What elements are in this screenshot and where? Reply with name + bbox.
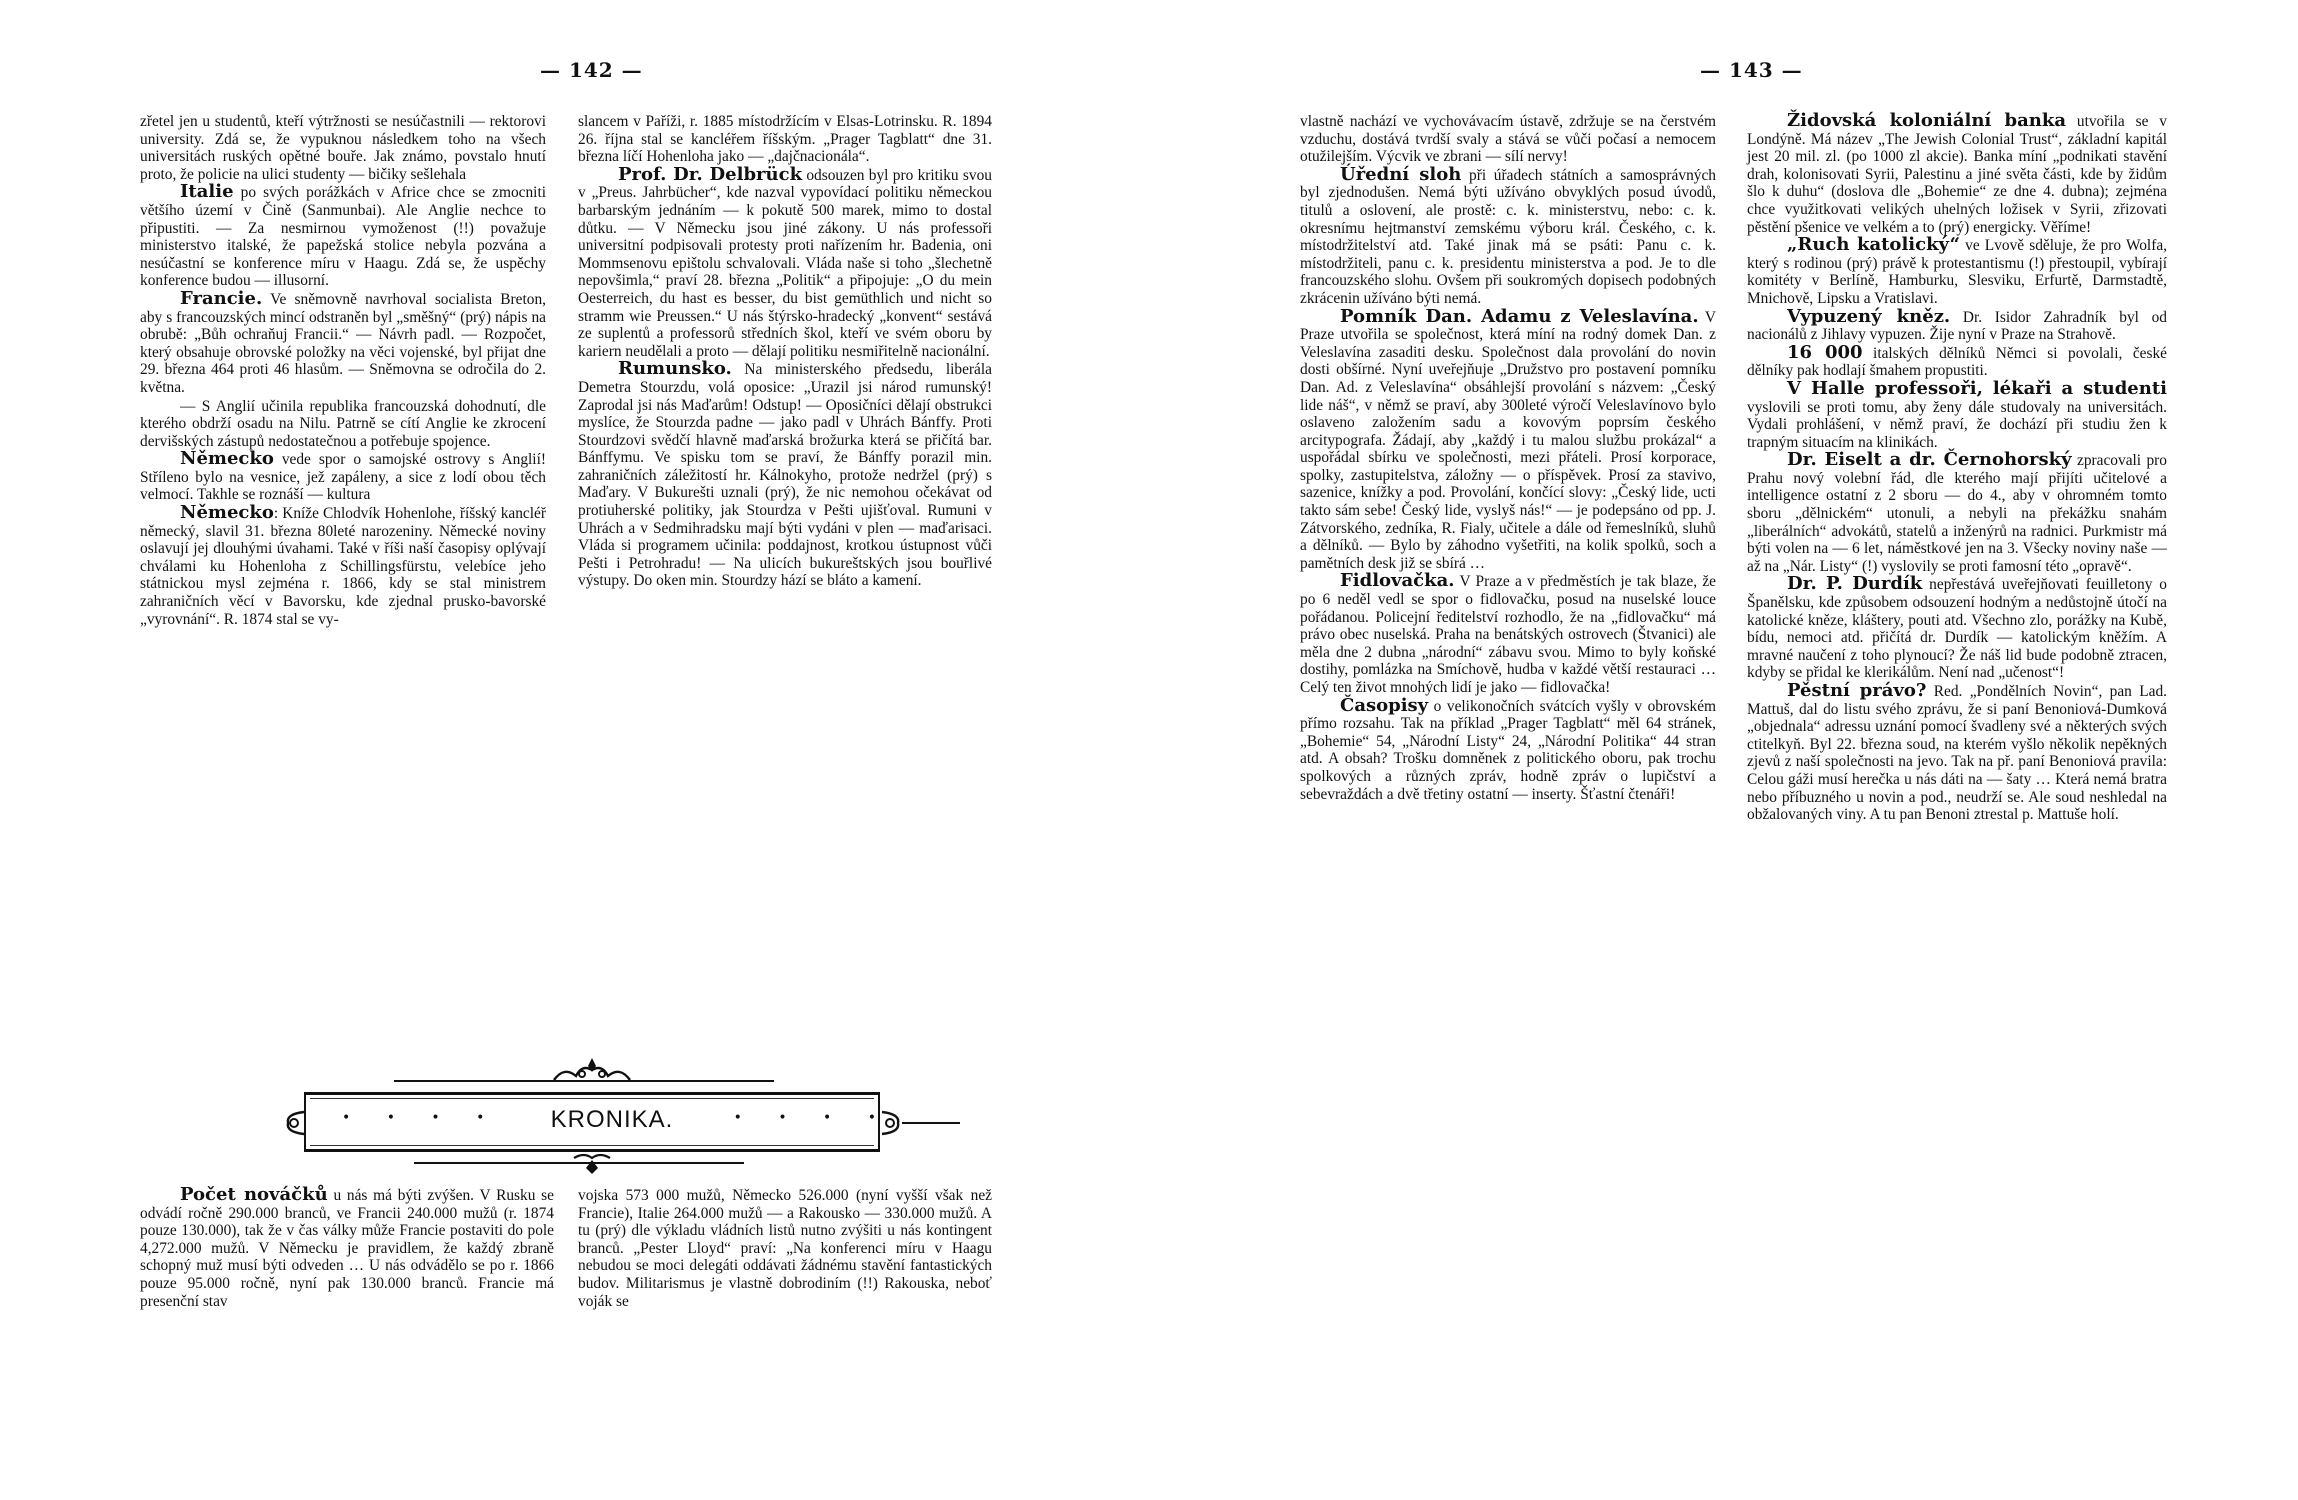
paragraph-16000: 16 000 italských dělníků Němci si povolali, české dělníky pak hodlají šmahem propustiti. (1747, 341, 2168, 380)
dots-left: • • • • (342, 1110, 501, 1126)
page-number: — 143 — (1700, 58, 1803, 82)
article-heading: Úřední sloh (1340, 163, 1462, 185)
paragraph-nemecko-2: Německo: Kníže Chlodvík Hohenlohe, říšský kancléř německý, slavil 31. března 80leté narozeniny. Německé noviny oslavují jej dlouhými úvahami. Také v říši naší časopisy oplývají chválami ku Hohenloha z Schillingsfürstu, velebíce jeho státnickou mysl zejména r. 1866, kdy se stal ministrem zahraničních věcí v Bavorsku, kde zjednal prusko-bavorské „vyrovnání“. R. 1874 stal se vy- (140, 502, 546, 628)
paragraph-pestni-pravo: Pěstní právo? Red. „Pondělních Novin“, pan Lad. Mattuš, dal do listu svého zprávu, že si paní Benoniová-Dumková „objednala“ adressu uznání pomocí švadleny své a některých svých ctitelkyň. Byl 22. března soud, na kterém vyšlo několik nepěkných zjevů z naší společnosti na jevo. Tak na př. paní Benoniová pravila: Celou gáži musí herečka u nás dáti na — šaty … Která nemá bratra nebo příbuzného u novin a pod., neudrží se. Ale soud neshledal na obžalovaných viny. A tu pan Benoni ztrestal p. Mattuše holí. (1747, 680, 2167, 824)
paragraph-eiselt: Dr. Eiselt a dr. Černohorský zpracovali pro Prahu nový volební řád, dle kterého mají přijíti učitelové a intelligence ostatní z 2 sboru — do 4., aby v ohromném tomto sboru „dělnickém“ utonuli, a nebyli na překážku snahám „liberálních“ advokátů, statelů a inženýrů na radnici. Purkmistr má býti volen na — 6 let, náměstkové jen na 3. Všecky noviny naše — až na „Nár. Listy“ (!) vyslovily se proti famosní této „opravě“. (1747, 449, 2167, 575)
article-heading: Časopisy (1340, 694, 1429, 716)
article-heading: Pomník Dan. Adamu z Veleslavína. (1340, 305, 1699, 327)
paragraph-fidlovacka: Fidlovačka. V Praze a v předměstích je tak blaze, že po 6 neděl vedl se spor o fidlovačku, posud na nuselské louce pořádanou. Policejní ředitelství rozhodlo, že na „fidlovačku“ má právo obec nuselská. Praha na benátských ostrovech (Štvanici) ale měla dne 2 dubna „národní“ zábavu svou. Mimo to byly koňské dostihy, pomlázka na Smíchově, hudba v každé větší restauraci … Celý ten život mnohých lidí je jako — fidlovačka! (1300, 570, 1716, 696)
paragraph-zidovska-banka: Židovská koloniální banka utvořila se v Londýně. Má název „The Jewish Colonial Trust“, základní kapitál jest 20 mil. zl. (po 1000 zl akcie). Banka míní „podnikati stavění drah, kolonisovati Syrii, Palestinu a jiné světa části, kde by židům šlo k duhu“ (doslova dle „Bohemie“ ze dne 4. dubna); zejména chce využitkovati velikých uhelných ložisek v Syrii, zřizovati pěstění pšenice ve velkém a to (prý) energicky. Věříme! (1747, 110, 2167, 236)
paragraph: zřetel jen u studentů, kteří výtržnosti se nesúčastnili — rektorovi university. Zdá se, že vypuknou následkem toho na všech universitách ruských opětné bouře. Jak známo, povstalo hnutí proto, že policie na ulici studenty — bičiky sešlehala (140, 113, 546, 183)
article-heading: V Halle professoři, lékaři a studenti (1787, 377, 2167, 399)
article-heading: Prof. Dr. Delbrück (618, 163, 803, 185)
article-heading: Počet nováčků (180, 1184, 328, 1205)
paragraph-halle: V Halle professoři, lékaři a studenti vyslovili se proti tomu, aby ženy dále studovaly na universitách. Vydali prohlášení, v němž praví, že dochází při studiu žen k trapným situacím na klinikách. (1747, 377, 2167, 451)
divider (394, 1080, 774, 1082)
ornament-scroll-icon (880, 1108, 960, 1138)
article-heading: Francie. (180, 287, 263, 309)
paragraph-rumunsko: Rumunsko. Na ministerského předsedu, liberála Demetra Stourzdu, volá oposice: „Urazil jsi národ rumunský! Zaprodal jsi nás Maďarům! Odstup! — Oposičníci dělají obstrukci myslíce, že Stourzda padne — jako padl v Uhrách Bánffy. Proti Stourdzovi svědčí hlavně maďarská brožurka která se přičítá bar. Bánffymu. Ve spisku tom se praví, že Bánffy porazil min. zahraničních záležitostí hr. Kálnokyho, protože nedržel (prý) s Maďary. V Bukurešti uznali (prý), že nic nemohou očekávat od protiuherské politiky, jak Stourdza v Pešti ujišťoval. Rumuni v Uhrách a v Sedmihradsku mají býti vydáni v plen — maďarisaci. Vláda si programem učinila: poddajnost, krotkou ústupnost vůči Pešti i Petrohradu! — Na ulicích bukureštských jsou bouřlivé výstupy. Do oken min. Stourdzy hází se bláto a kamení. (578, 358, 992, 590)
paragraph-delbruck: Prof. Dr. Delbrück odsouzen byl pro kritiku svou v „Preus. Jahrbücher“, kde nazval vypovídací politiku německou barbarským jednáním — k pokutě 500 marek, mimo to dostal důtku. — V Německu jsou jiné zákony. U nás professoři universitní podpisovali protesty proti nařízením hr. Badenia, oni Mommsenovu epištolu schvalovali. Vláda naše si toho „šlechetně nepovšimla,“ praví 28. března „Politik“ a připojuje: „O du mein Oesterreich, du hast es besser, du bist gemüthlich und nicht so stramm wie Preussen.“ U nás štýrsko-hradecký „konvent“ sestává ze suplentů a professorů středních škol, kteří ve svém oboru by kariern neudělali a proto — dělají politiku nesmiřitelně nacionální. (578, 163, 992, 360)
paragraph-durdik: Dr. P. Durdík nepřestává uveřejňovati feuilletony o Španělsku, kde způsobem odsouzení hodným a nedůstojně útočí na katolické kněze, kláštery, pouti atd. Všechno zlo, porážky na Kubě, bídu, nemoci atd. přičítá dr. Durdík — katolickým kněžím. A mravné naučení z toho plynoucí? Že náš lid bude podobně ztracen, kdyby se přidal ke klerikálům. Není nad „učenost“! (1747, 573, 2167, 682)
paragraph-anglie: — S Anglií učinila republika francouzská dohodnutí, dle kterého obdrží osadu na Nilu. Patrně se cítí Anglie ke zkrocení dervišských zástupů nedostatečnou a potřebuje spojence. (140, 397, 546, 450)
article-heading: Německo (180, 502, 274, 524)
paragraph: vojska 573 000 mužů, Německo 526.000 (nyní vyšší však než Francie), Italie 264.000 mužů — a Rakousko — 330.000 mužů. A tu (prý) dle výkladu vládních listů nutno zvýšiti u nás kontingent branců. „Pester Lloyd“ praví: „Na konferenci míru v Haagu nebudou se moci delegáti oddávati žádnému stavění fantastických budov. Militarismus je vlastně dobrodiním (!!) Rakouska, neboť voják se (578, 1187, 992, 1310)
page-142 (140, 0, 1020, 1500)
article-heading: Německo (180, 448, 274, 470)
column-left-4 (578, 1186, 992, 1310)
paragraph-francie: Francie. Ve sněmovně navrhoval socialista Breton, aby s francouzských mincí odstraněn byl „směšný“ (prý) nápis na obrubě: „Bůh ochraňuj Francii.“ — Návrh padl. — Rozpočet, který obsahuje obrovské položky na věci vojenské, byl přijat dne 29. března 464 proti 46 hlasům. — Sněmovna se odročila do 2. května. (140, 287, 546, 396)
kronika-section-banner (282, 1056, 942, 1176)
paragraph: slancem v Paříži, r. 1885 místodržícím v Elsas-Lotrinsku. R. 1894 26. října stal se kancléřem říšským. „Prager Tagblatt“ dne 31. března líčí Hohenloha jako — „dajčnacionála“. (578, 113, 992, 166)
article-heading: Dr. P. Durdík (1787, 573, 1923, 595)
column-left-2 (578, 112, 992, 590)
article-heading: „Ruch katolický“ (1787, 234, 1961, 256)
column-left-3 (140, 1186, 554, 1310)
paragraph: vlastně nachází ve vychovávacím ústavě, zdržuje se na čerstvém vzduchu, dostává tvrdší svaly a stává se vůči počasí a nemocem otužilejším. Výcvik ve zbrani — sílí nervy! (1300, 113, 1716, 166)
page-number: — 142 — (540, 58, 643, 82)
article-heading: Vypuzený kněz. (1787, 305, 1951, 327)
article-heading: 16 000 (1787, 341, 1863, 363)
section-title: KRONIKA. (550, 1106, 674, 1133)
article-heading: Židovská koloniální banka (1787, 110, 2067, 131)
paragraph-casopisy: Časopisy o velikonočních svátcích vyšly v obrovském přímo rozsahu. Tak na příklad „Prager Tagblatt“ měl 64 stránek, „Bohemie“ 54, „Národní Listy“ 24, „Národní Politika“ 44 stran atd. A obsah? Trošku domněnek z politického oboru, pak trochu spolkových a různých zpráv, hodně zpráv o lupičství a sebevraždách a dvě třetiny ostatní — inserty. Šťastní čtenáři! (1300, 694, 1716, 803)
article-heading: Rumunsko. (618, 358, 732, 380)
paragraph-pomnik: Pomník Dan. Adamu z Veleslavína. V Praze utvořila se společnost, která míní na rodný domek Dan. z Veleslavína zasaditi desku. Společnost dala provolání do novin dosti obšírné. Nyní uveřejňuje „Družstvo pro postavení pomníku Dan. Ad. z Veleslavína“ obsáhlejší provolání s názvem: „Český lide náš“, v němž se praví, aby 300leté výročí Veleslavínovo bylo oslaveno založením sadu a kovovým poprsím českého arcitypografa. Žádají, aby „každý i tu malou službu prokázal“ a uspořádal sbírku ve společnosti, mezi přáteli. Prosí korporace, spolky, zastupitelstva, záložny — o příspěvek. Prosí za stavivo, sazenice, knížky a pod. Provolání, končící slovy: „Český lide, ucti takto sám sebe! Český lide, vyslyš nás!“ — je podepsáno od pp. J. Zátvorského, zedníka, R. Fialy, učitele a dále od řemeslníků, sluhů a dělníků. — Bylo by záhodno vyšetřiti, na kolik spolků, soch a pamětních desk již se sbírá … (1300, 305, 1717, 572)
paragraph-italie: Italie po svých porážkách v Africe chce se zmocniti většího území v Čině (Sanmunbai). Ale Anglie nechce to připustiti. — Za nesmirnou vymoženost (!!) považuje ministerstvo italské, že papežská stolice nebyla pozvána a nesúčastní se konference míru v Haagu. Zdá se, že uspěchy konference budou — illusorní. (140, 181, 546, 290)
article-heading: Pěstní právo? (1787, 680, 1927, 701)
article-heading: Dr. Eiselt a dr. Černohorský (1787, 449, 2072, 471)
ornament-flourish-icon (572, 1152, 612, 1176)
paragraph-ruch-katolicky: „Ruch katolický“ ve Lvově sděluje, že pro Wolfa, který s rodinou (prý) právě k protestantismu (!) přestoupil, vybírají komitéty v Berlíně, Hamburku, Slesviku, Erfurtě, Darmstadtě, Mnichově, Lipsku a Vratislavi. (1747, 234, 2168, 307)
paragraph-nemecko-1: Německo vede spor o samojské ostrovy s Anglií! Stříleno bylo na vesnice, jež zapáleny, a sice z lodí obou těch velmocí. Takhle se roznáší — kultura (140, 448, 546, 504)
column-right-1 (1300, 112, 1716, 803)
column-left-1 (140, 112, 546, 628)
paragraph-pocet-novacku: Počet nováčků u nás má býti zvýšen. V Rusku se odvádí ročně 290.000 branců, ve Francii 240.000 mužů (r. 1874 pouze 130.000), tak že v čas války může Francie postaviti do pole 4,272.000 mužů. V Německu je pravidlem, že každý zbraně schopný muž musí býti odveden … U nás odvádělo se po r. 1866 pouze 95.000 ročně, nyní pak 130.000 branců. Francie má presenční stav (140, 1184, 554, 1310)
article-heading: Italie (180, 181, 234, 203)
paragraph-vypuzeny-knez: Vypuzený kněz. Dr. Isidor Zahradník byl od nacionálů z Jihlavy vypuzen. Žije nyní v Praze na Strahově. (1747, 305, 2168, 344)
article-heading: Fidlovačka. (1340, 570, 1455, 592)
column-right-2 (1747, 112, 2167, 824)
paragraph-uredni-sloh: Úřední sloh při úřadech státních a samosprávných byl zjednodušen. Nemá býti užíváno obvyklých posud úvodů, titulů a oslovení, ale prostě: c. k. ministerstvu, nebo: c. k. okresnímu hejtmanství zemskému výboru král. Českého, c. k. místodržitelství atd. Také jinak má se psáti: Panu c. k. místodržiteli, panu c. k. presidentu ministerstva a pod. Je to dle francouzského slohu. Ovšem při soukromých dopisech podobných zkrácenin užíváno býti nemá. (1300, 163, 1717, 307)
page-143 (1300, 0, 2180, 1500)
dots-right: • • • • (733, 1110, 892, 1126)
